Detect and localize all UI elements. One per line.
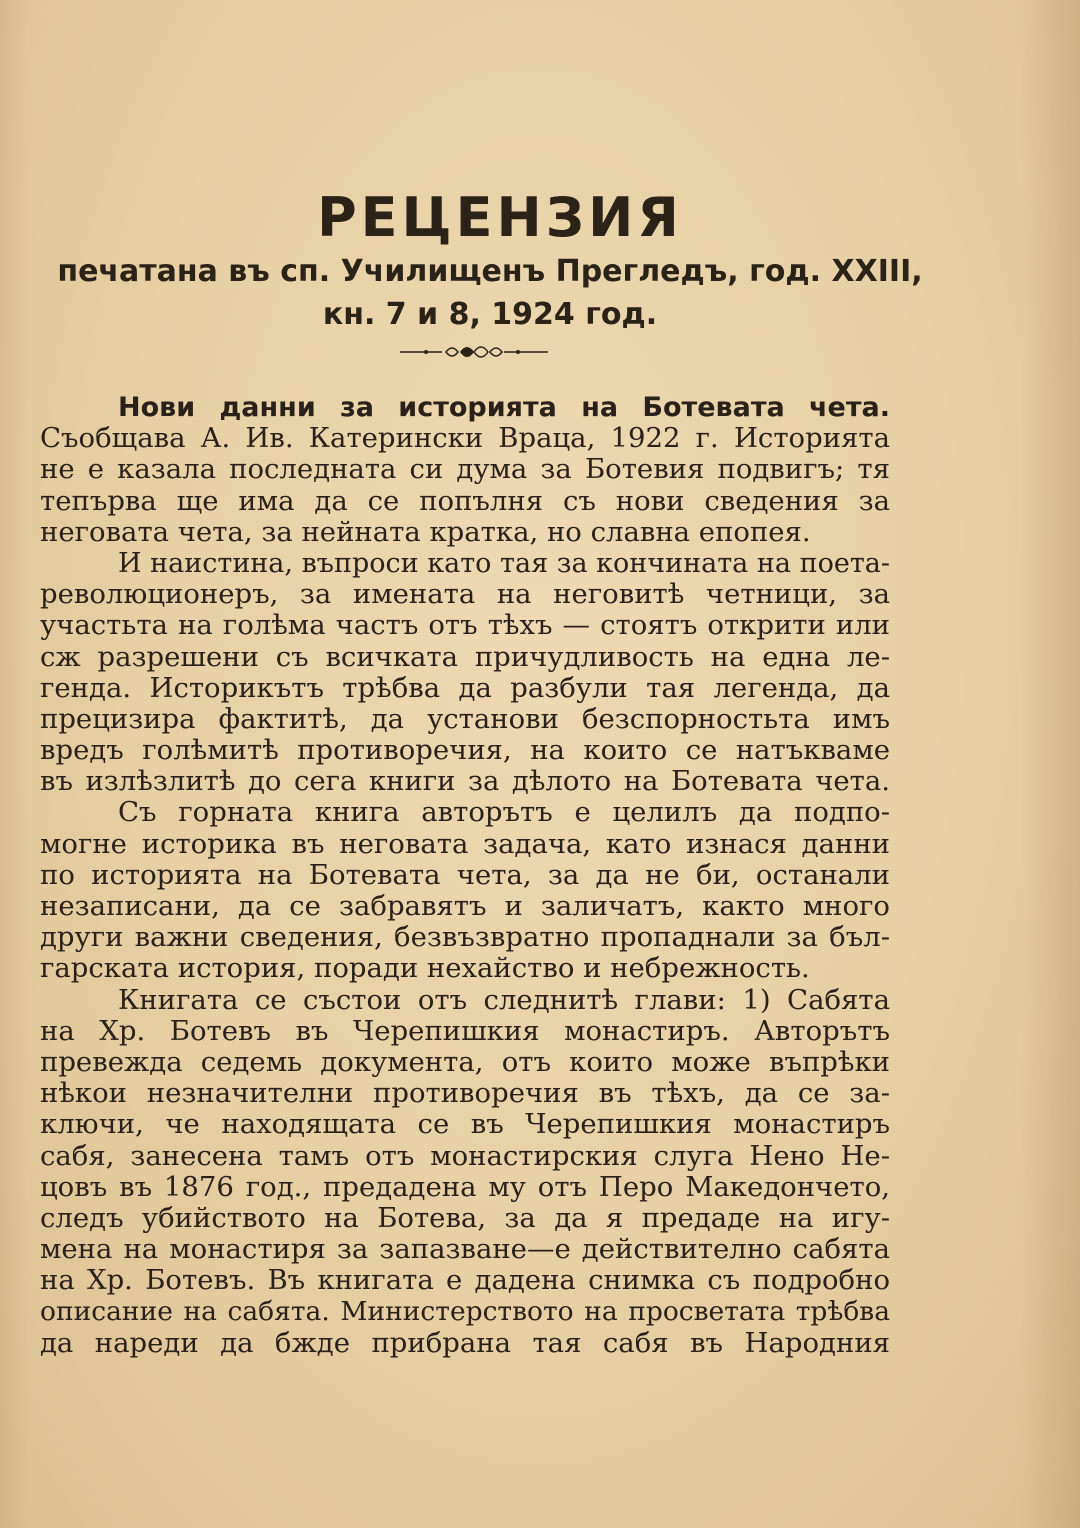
text-line: Книгата се състои отъ следнитѣ глави: 1) Сабята [118, 984, 890, 1016]
text-line: сабя, занесена тамъ отъ монастирския слуга Нено Не- [40, 1140, 890, 1172]
text-line: на Хр. Ботевъ. Въ книгата е дадена снимка съ подробно [40, 1265, 890, 1297]
text-line: описание на сабята. Министерството на просветата трѣбва [40, 1296, 890, 1328]
text-line: превежда седемь документа, отъ които може въпрѣки [40, 1046, 890, 1078]
text-line: сж разрешени съ всичката причудливость на една ле- [40, 641, 890, 673]
text-line: вредъ голѣмитѣ противоречия, на които се натъкваме [40, 735, 890, 767]
text-line: прецизира фактитѣ, да установи безспорностьта имъ [40, 703, 890, 735]
text-line: не е казала последната си дума за Ботевия подвигъ; тя [40, 454, 890, 486]
text-line: участьта на голѣма частъ отъ тѣхъ — стоятъ открити или [40, 610, 890, 642]
subtitle-line-2: кн. 7 и 8, 1924 год. [322, 297, 658, 332]
text-line: генда. Историкътъ трѣбва да разбули тая легенда, да [40, 672, 890, 704]
text-line: И наистина, въпроси като тая за кончината на поета- [118, 547, 890, 579]
text-line: да нареди да бжде прибрана тая сабя въ Народния [40, 1327, 890, 1359]
subtitle-line-1: печатана въ сп. Училищенъ Прегледъ, год. XXIII, [57, 254, 923, 289]
text-line: ключи, че находящата се въ Черепишкия монастиръ [40, 1109, 890, 1141]
text-line: нѣкои незначителни противоречия въ тѣхъ, да се за- [40, 1078, 890, 1110]
decorative-ornament-icon [398, 338, 550, 366]
text-line: други важни сведения, безвъзвратно пропаднали за бъл- [40, 922, 890, 954]
text-line: на Хр. Ботевъ въ Черепишкия монастиръ. Авторътъ [40, 1015, 890, 1047]
page-edge-shading [1020, 0, 1080, 1528]
text-line: гарската история, поради нехайство и небрежность. [40, 953, 810, 985]
text-line: Съобщава А. Ив. Катерински Враца, 1922 г. Историята [40, 423, 890, 455]
text-line: цовъ въ 1876 год., предадена му отъ Перо Македончето, [40, 1171, 890, 1203]
text-line: Нови данни за историята на Ботевата чета. [118, 392, 890, 423]
text-line: революционеръ, за имената на неговитѣ четници, за [40, 579, 890, 611]
text-line: въ излѣзлитѣ до сега книги за дѣлото на Ботевата чета. [40, 766, 890, 798]
text-line: по историята на Ботевата чета, за да не би, останали [40, 859, 890, 891]
text-line: Съ горната книга авторътъ е целилъ да подпо- [118, 797, 890, 829]
document-title: РЕЦЕНЗИЯ [317, 186, 683, 249]
review-body [40, 392, 890, 1359]
text-line: неговата чета, за нейната кратка, но славна епопея. [40, 516, 811, 548]
text-line: тепърва ще има да се попълня съ нови сведения за [40, 485, 890, 517]
text-line: мена на монастиря за запазване—е действително сабята [40, 1234, 890, 1266]
text-line: могне историка въ неговата задача, като изнася данни [40, 828, 890, 860]
text-line: незаписани, да се забравятъ и заличатъ, както много [40, 891, 890, 922]
text-line: следъ убийството на Ботева, за да я предаде на игу- [40, 1202, 890, 1234]
